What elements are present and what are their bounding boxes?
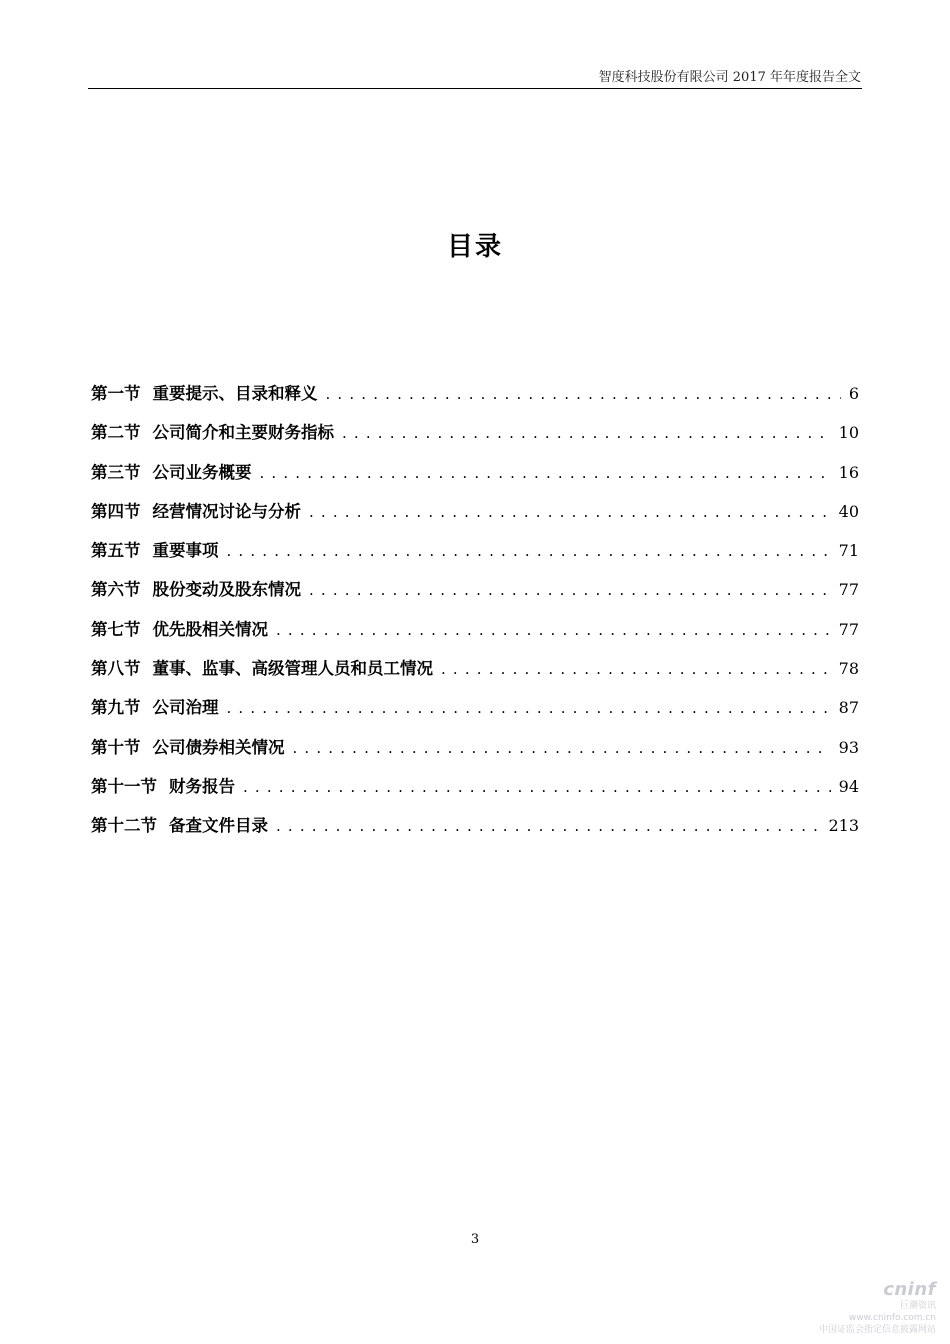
toc-entry[interactable] bbox=[91, 734, 859, 773]
toc-section-number: 第九节 bbox=[91, 698, 141, 718]
toc-section-number: 第一节 bbox=[91, 384, 141, 403]
toc-section-number: 第十二节 bbox=[91, 816, 157, 836]
toc-dot-leader bbox=[342, 424, 831, 442]
toc-list bbox=[91, 380, 859, 852]
toc-section-number: 第八节 bbox=[91, 659, 141, 679]
header-divider bbox=[88, 88, 862, 89]
toc-dot-leader bbox=[243, 778, 831, 796]
toc-section-number: 第三节 bbox=[91, 462, 141, 482]
toc-section-heading: 备查文件目录 bbox=[169, 816, 268, 836]
watermark-tagline: 中国证监会指定信息披露网站 bbox=[818, 1325, 936, 1335]
toc-page-number: 87 bbox=[838, 698, 859, 718]
toc-section-number: 第十节 bbox=[91, 737, 141, 757]
cninfo-watermark bbox=[816, 1279, 936, 1336]
toc-section-number: 第四节 bbox=[91, 501, 141, 521]
toc-section-number: 第五节 bbox=[91, 541, 141, 561]
toc-entry[interactable] bbox=[91, 537, 859, 576]
toc-section-heading: 经营情况讨论与分析 bbox=[152, 501, 301, 521]
toc-section-heading: 公司业务概要 bbox=[152, 462, 252, 482]
toc-section-heading: 重要提示、目录和释义 bbox=[152, 384, 318, 403]
toc-entry[interactable] bbox=[91, 498, 859, 537]
toc-entry[interactable] bbox=[91, 616, 859, 655]
cninfo-logo: cninf bbox=[883, 1279, 936, 1300]
toc-page-number: 10 bbox=[838, 423, 859, 443]
toc-page-number: 93 bbox=[838, 737, 859, 757]
watermark-url: www.cninfo.com.cn bbox=[848, 1313, 936, 1323]
toc-section-heading: 公司治理 bbox=[152, 698, 219, 718]
document-header-title: 智度科技股份有限公司 2017 年年度报告全文 bbox=[598, 70, 861, 85]
toc-section-heading: 董事、监事、高级管理人员和员工情况 bbox=[152, 659, 433, 679]
toc-page-number: 94 bbox=[838, 776, 859, 796]
toc-entry[interactable] bbox=[91, 380, 859, 419]
toc-entry[interactable] bbox=[91, 576, 859, 615]
toc-page-number: 71 bbox=[838, 541, 859, 561]
toc-dot-leader bbox=[276, 621, 831, 639]
toc-section-heading: 财务报告 bbox=[169, 776, 235, 796]
toc-dot-leader bbox=[227, 542, 831, 560]
toc-section-heading: 公司债券相关情况 bbox=[152, 737, 285, 757]
toc-section-number: 第六节 bbox=[91, 580, 141, 600]
toc-entry[interactable] bbox=[91, 459, 859, 498]
toc-page-number: 16 bbox=[838, 462, 859, 482]
toc-page-number: 6 bbox=[848, 384, 859, 403]
toc-section-number: 第七节 bbox=[91, 619, 141, 639]
toc-section-heading: 优先股相关情况 bbox=[152, 619, 268, 639]
toc-dot-leader bbox=[260, 464, 831, 482]
toc-page-number: 213 bbox=[828, 816, 859, 836]
toc-section-heading: 重要事项 bbox=[152, 541, 219, 561]
toc-title: 目录 bbox=[446, 232, 503, 262]
toc-dot-leader bbox=[276, 817, 820, 835]
toc-section-number: 第十一节 bbox=[91, 776, 157, 796]
toc-dot-leader bbox=[326, 385, 841, 403]
toc-dot-leader bbox=[293, 739, 831, 757]
toc-page-number: 40 bbox=[838, 501, 859, 521]
toc-dot-leader bbox=[441, 660, 831, 678]
toc-dot-leader bbox=[309, 503, 831, 521]
toc-section-number: 第二节 bbox=[91, 423, 141, 443]
page-number: 3 bbox=[470, 1232, 480, 1247]
watermark-name: 巨潮资讯 bbox=[899, 1301, 936, 1311]
toc-section-heading: 股份变动及股东情况 bbox=[152, 580, 301, 600]
toc-entry[interactable] bbox=[91, 773, 859, 812]
toc-entry[interactable] bbox=[91, 655, 859, 694]
toc-page-number: 77 bbox=[838, 619, 859, 639]
toc-page-number: 77 bbox=[838, 580, 859, 600]
toc-dot-leader bbox=[227, 699, 831, 717]
toc-entry[interactable] bbox=[91, 419, 859, 458]
toc-page-number: 78 bbox=[838, 659, 859, 679]
toc-dot-leader bbox=[309, 581, 831, 599]
toc-entry[interactable] bbox=[91, 694, 859, 733]
toc-entry[interactable] bbox=[91, 812, 859, 851]
toc-section-heading: 公司简介和主要财务指标 bbox=[152, 423, 334, 443]
